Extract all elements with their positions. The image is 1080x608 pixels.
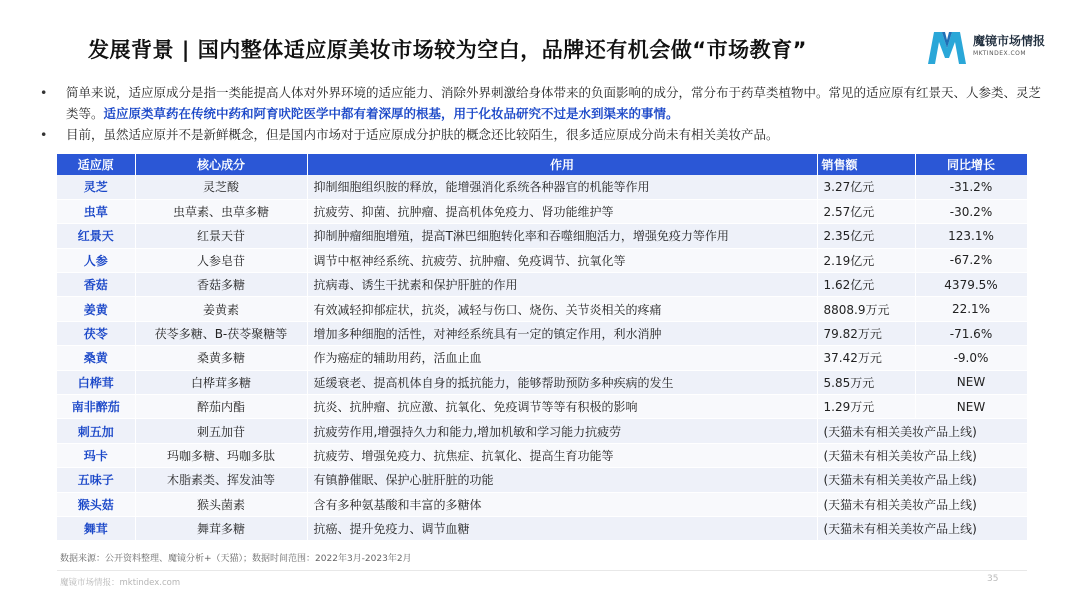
- cell-growth: -30.2%: [915, 199, 1027, 223]
- brand-logo: [925, 28, 1065, 68]
- table-row: [57, 248, 1027, 272]
- cell-no-product-note: (天猫未有相关美妆产品上线): [817, 516, 1027, 540]
- cell-effect: 抗疲劳作用,增强持久力和能力,增加机敏和学习能力抗疲劳: [307, 419, 817, 443]
- cell-adaptogen-name: 红景天: [57, 224, 135, 248]
- cell-core-component: 灵芝酸: [135, 175, 307, 199]
- table-row: [57, 321, 1027, 345]
- cell-growth: -9.0%: [915, 346, 1027, 370]
- cell-core-component: 桑黄多糖: [135, 346, 307, 370]
- cell-effect: 调节中枢神经系统、抗疲劳、抗肿瘤、免疫调节、抗氧化等: [307, 248, 817, 272]
- cell-adaptogen-name: 猴头菇: [57, 492, 135, 516]
- cell-sales: 2.57亿元: [817, 199, 915, 223]
- bullet-2-text: 目前，虽然适应原并不是新鲜概念，但是国内市场对于适应原成分护肤的概念还比较陌生，很多适应原成分尚未有相关美妆产品。: [66, 127, 779, 142]
- cell-sales: 5.85万元: [817, 370, 915, 394]
- cell-core-component: 红景天苷: [135, 224, 307, 248]
- cell-growth: -71.6%: [915, 321, 1027, 345]
- cell-adaptogen-name: 南非醉茄: [57, 395, 135, 419]
- cell-adaptogen-name: 白桦茸: [57, 370, 135, 394]
- header-component: 核心成分: [135, 154, 307, 175]
- cell-adaptogen-name: 香菇: [57, 273, 135, 297]
- page-number: 35: [987, 574, 999, 584]
- table-row: [57, 224, 1027, 248]
- table-row: [57, 346, 1027, 370]
- cell-adaptogen-name: 玛卡: [57, 443, 135, 467]
- header-sales: 销售额: [817, 154, 915, 175]
- footer-divider: [57, 570, 1027, 571]
- cell-core-component: 舞茸多糖: [135, 516, 307, 540]
- cell-core-component: 香菇多糖: [135, 273, 307, 297]
- cell-growth: NEW: [915, 370, 1027, 394]
- cell-no-product-note: (天猫未有相关美妆产品上线): [817, 492, 1027, 516]
- cell-no-product-note: (天猫未有相关美妆产品上线): [817, 468, 1027, 492]
- cell-sales: 1.29万元: [817, 395, 915, 419]
- table-row: [57, 468, 1027, 492]
- table-row: [57, 273, 1027, 297]
- table-body: [57, 175, 1027, 541]
- logo-mark-icon: [925, 28, 969, 68]
- header-growth: 同比增长: [915, 154, 1027, 175]
- cell-growth: 123.1%: [915, 224, 1027, 248]
- cell-core-component: 姜黄素: [135, 297, 307, 321]
- cell-core-component: 茯苓多糖、B-茯苓聚糖等: [135, 321, 307, 345]
- table-row: [57, 419, 1027, 443]
- intro-bullets: [40, 82, 1050, 145]
- cell-core-component: 猴头菌素: [135, 492, 307, 516]
- cell-effect: 增加多种细胞的活性，对神经系统具有一定的镇定作用，利水消肿: [307, 321, 817, 345]
- table-row: [57, 492, 1027, 516]
- cell-effect: 抑制细胞组织胺的释放，能增强消化系统各种器官的机能等作用: [307, 175, 817, 199]
- cell-effect: 抗疲劳、抑菌、抗肿瘤、提高机体免疫力、肾功能维护等: [307, 199, 817, 223]
- table-header-row: [57, 154, 1027, 175]
- cell-sales: 2.19亿元: [817, 248, 915, 272]
- cell-adaptogen-name: 茯苓: [57, 321, 135, 345]
- table-row: [57, 175, 1027, 199]
- cell-core-component: 刺五加苷: [135, 419, 307, 443]
- cell-adaptogen-name: 桑黄: [57, 346, 135, 370]
- cell-sales: 37.42万元: [817, 346, 915, 370]
- header-adaptogen: 适应原: [57, 154, 135, 175]
- adaptogen-table: [57, 154, 1028, 541]
- footer-text: 魔镜市场情报：mktindex.com: [60, 578, 181, 588]
- cell-effect: 抗病毒、诱生干扰素和保护肝脏的作用: [307, 273, 817, 297]
- cell-effect: 延缓衰老、提高机体自身的抵抗能力，能够帮助预防多种疾病的发生: [307, 370, 817, 394]
- cell-adaptogen-name: 五味子: [57, 468, 135, 492]
- logo-subtitle: MKTINDEX.COM: [973, 50, 1027, 57]
- cell-core-component: 木脂素类、挥发油等: [135, 468, 307, 492]
- cell-effect: 作为癌症的辅助用药，活血止血: [307, 346, 817, 370]
- cell-adaptogen-name: 刺五加: [57, 419, 135, 443]
- cell-growth: NEW: [915, 395, 1027, 419]
- cell-effect: 有镇静催眠、保护心脏肝脏的功能: [307, 468, 817, 492]
- cell-growth: 4379.5%: [915, 273, 1027, 297]
- cell-sales: 79.82万元: [817, 321, 915, 345]
- data-source-note: 数据来源：公开资料整理、魔镜分析+（天猫）；数据时间范围：2022年3月-2023年2月: [60, 554, 412, 564]
- cell-adaptogen-name: 姜黄: [57, 297, 135, 321]
- table-row: [57, 395, 1027, 419]
- table-row: [57, 370, 1027, 394]
- cell-adaptogen-name: 舞茸: [57, 516, 135, 540]
- cell-growth: 22.1%: [915, 297, 1027, 321]
- table-row: [57, 443, 1027, 467]
- cell-core-component: 人参皂苷: [135, 248, 307, 272]
- cell-adaptogen-name: 人参: [57, 248, 135, 272]
- bullet-2: [40, 124, 1050, 145]
- cell-effect: 抗癌、提升免疫力、调节血糖: [307, 516, 817, 540]
- cell-core-component: 玛咖多糖、玛咖多肽: [135, 443, 307, 467]
- header-effect: 作用: [307, 154, 817, 175]
- cell-effect: 抗炎、抗肿瘤、抗应激、抗氧化、免疫调节等等有积极的影响: [307, 395, 817, 419]
- bullet-1-text: 简单来说，适应原成分是指一类能提高人体对外界环境的适应能力、消除外界刺激给身体带来的负面影响的成分，常分布于药草类植物中。常见的适应原有红景天、人参类、灵芝类等。: [66, 85, 1042, 121]
- cell-no-product-note: (天猫未有相关美妆产品上线): [817, 443, 1027, 467]
- cell-core-component: 虫草素、虫草多糖: [135, 199, 307, 223]
- cell-sales: 3.27亿元: [817, 175, 915, 199]
- cell-sales: 1.62亿元: [817, 273, 915, 297]
- table-row: [57, 297, 1027, 321]
- table-row: [57, 199, 1027, 223]
- table-row: [57, 516, 1027, 540]
- page-title: 发展背景 | 国内整体适应原美妆市场较为空白，品牌还有机会做“市场教育”: [88, 38, 807, 62]
- cell-growth: -31.2%: [915, 175, 1027, 199]
- cell-adaptogen-name: 虫草: [57, 199, 135, 223]
- cell-sales: 2.35亿元: [817, 224, 915, 248]
- cell-effect: 抗疲劳、增强免疫力、抗焦症、抗氧化、提高生育功能等: [307, 443, 817, 467]
- cell-sales: 8808.9万元: [817, 297, 915, 321]
- cell-core-component: 白桦茸多糖: [135, 370, 307, 394]
- bullet-1: [40, 82, 1050, 124]
- cell-effect: 含有多种氨基酸和丰富的多糖体: [307, 492, 817, 516]
- cell-no-product-note: (天猫未有相关美妆产品上线): [817, 419, 1027, 443]
- logo-name: 魔镜市场情报: [973, 34, 1046, 48]
- cell-growth: -67.2%: [915, 248, 1027, 272]
- cell-effect: 有效减轻抑郁症状，抗炎，减轻与伤口、烧伤、关节炎相关的疼痛: [307, 297, 817, 321]
- bullet-1-highlight: 适应原类草药在传统中药和阿育吠陀医学中都有着深厚的根基，用于化妆品研究不过是水到渠来的事情。: [103, 106, 679, 121]
- cell-effect: 抑制肿瘤细胞增殖，提高T淋巴细胞转化率和吞噬细胞活力，增强免疫力等作用: [307, 224, 817, 248]
- cell-core-component: 醉茄内酯: [135, 395, 307, 419]
- cell-adaptogen-name: 灵芝: [57, 175, 135, 199]
